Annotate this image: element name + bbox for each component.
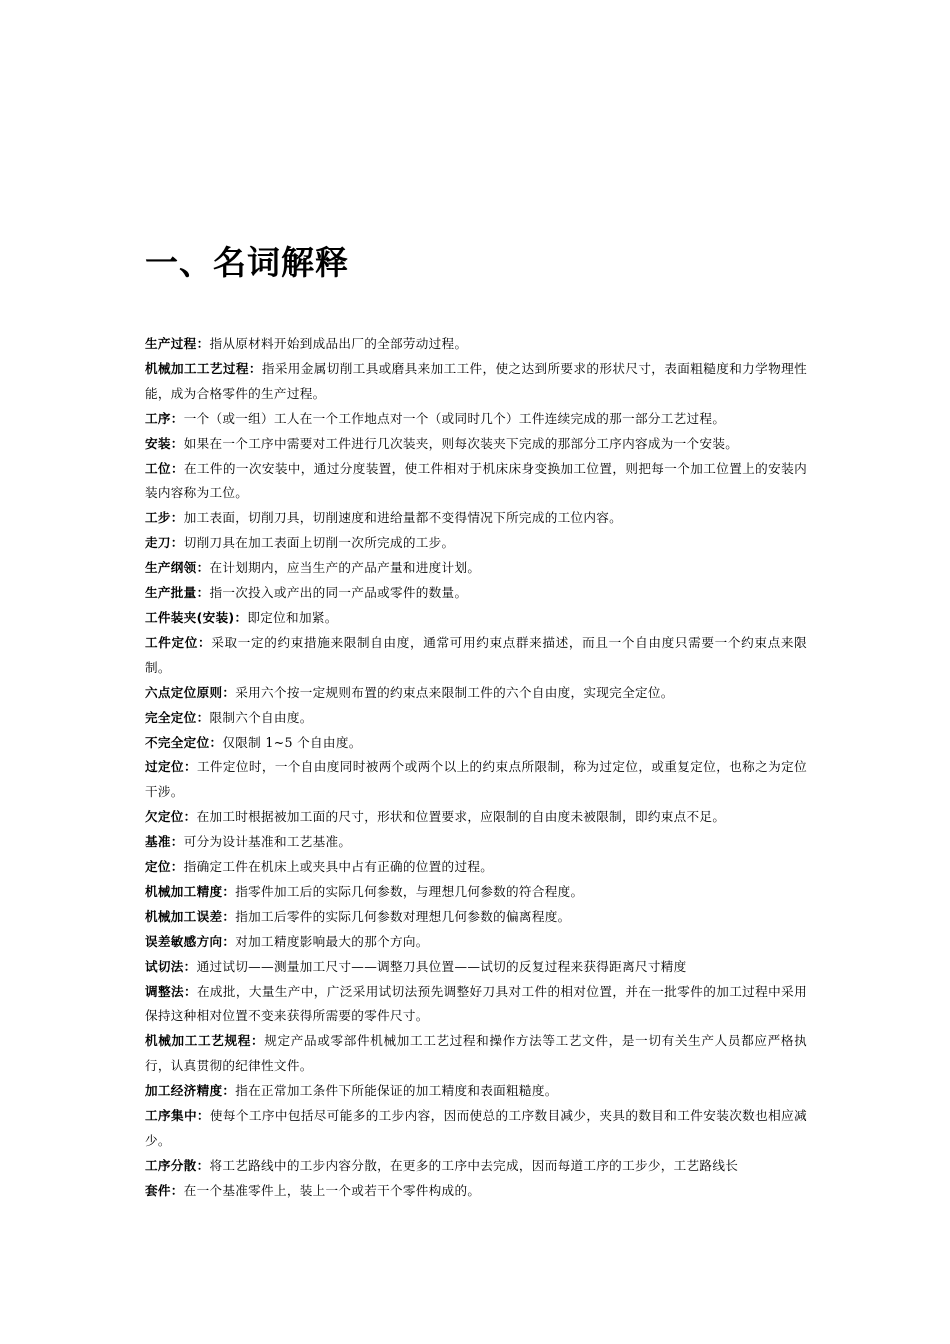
term-definition: 即定位和加紧。 (247, 609, 338, 625)
page-title: 一、名词解释 (145, 243, 349, 282)
term-entry (145, 755, 807, 805)
term-entry (145, 332, 807, 357)
term-entry (145, 1154, 807, 1179)
term-name: 生产过程： (145, 336, 210, 351)
term-name: 加工经济精度： (145, 1083, 236, 1099)
term-name: 机械加工工艺过程： (145, 360, 262, 376)
term-definition: 采用六个按一定规则布置的约束点来限制工件的六个自由度，实现完全定位。 (235, 684, 674, 700)
term-definition: 采取一定的约束措施来限制自由度，通常可用约束点群来描述，而且一个自由度只需要一个约束点来限制。 (145, 634, 808, 675)
term-entry (145, 581, 807, 606)
term-definition: 指在正常加工条件下所能保证的加工精度和表面粗糙度。 (235, 1083, 558, 1099)
term-name: 误差敏感方向： (145, 933, 236, 949)
term-definition: 加工表面，切削刀具，切削速度和进给量都不变得情况下所完成的工位内容。 (183, 510, 623, 526)
term-name: 工步： (145, 510, 184, 526)
term-name: 六点定位原则： (145, 684, 236, 700)
term-entry (145, 830, 807, 855)
term-entry (145, 1104, 807, 1154)
term-entry (145, 930, 807, 955)
term-definition: 切削刀具在加工表面上切削一次所完成的工步。 (183, 535, 455, 551)
term-definition: 可分为设计基准和工艺基准。 (183, 834, 352, 850)
term-definition: 指一次投入或产出的同一产品或零件的数量。 (209, 585, 468, 601)
term-definition: 一个（或一组）工人在一个工作地点对一个（或同时几个）工件连续完成的那一部分工艺过程。 (183, 410, 726, 426)
term-definition: 规定产品或零部件机械加工工艺过程和操作方法等工艺文件，是一切有关生产人员都应严格执行，认真贯彻的纪律性文件。 (145, 1033, 807, 1074)
term-name: 机械加工工艺规程： (145, 1033, 265, 1049)
term-definition: 指从原材料开始到成品出厂的全部劳动过程。 (209, 336, 468, 351)
term-name: 定位： (145, 859, 184, 875)
term-name: 套件： (145, 1182, 184, 1198)
term-name: 安装： (145, 435, 184, 451)
term-entry (145, 457, 807, 507)
term-name: 机械加工误差： (145, 908, 236, 924)
term-entry (145, 556, 807, 581)
term-entry (145, 681, 807, 706)
term-definition: 限制六个自由度。 (209, 709, 313, 725)
term-name: 工位： (145, 460, 184, 476)
term-definition: 将工艺路线中的工步内容分散，在更多的工序中去完成，因而每道工序的工步少，工艺路线长 (209, 1157, 739, 1173)
term-name: 机械加工精度： (145, 883, 236, 899)
term-entry (145, 855, 807, 880)
term-entry (145, 606, 807, 631)
term-definition: 在成批，大量生产中，广泛采用试切法预先调整好刀具对工件的相对位置，并在一批零件的加工过程中采用保持这种相对位置不变来获得所需要的零件尺寸。 (145, 983, 807, 1024)
term-definition: 在一个基准零件上，装上一个或若干个零件构成的。 (183, 1182, 481, 1198)
term-name: 生产纲领： (145, 560, 210, 576)
term-name: 欠定位： (145, 809, 197, 825)
term-name: 调整法： (145, 983, 197, 999)
term-entry (145, 506, 807, 531)
term-definition: 指加工后零件的实际几何参数对理想几何参数的偏离程度。 (235, 908, 571, 924)
term-name: 基准： (145, 834, 184, 850)
term-entry (145, 805, 807, 830)
term-definition: 如果在一个工序中需要对工件进行几次装夹，则每次装夹下完成的那部分工序内容成为一个安装。 (183, 435, 739, 451)
term-name: 走刀： (145, 535, 184, 551)
term-definition: 工件定位时，一个自由度同时被两个或两个以上的约束点所限制，称为过定位，或重复定位，也称之为定位干涉。 (145, 759, 807, 800)
term-entry (145, 905, 807, 930)
term-definition: 在计划期内，应当生产的产品产量和进度计划。 (209, 560, 481, 576)
term-definition: 指确定工件在机床上或夹具中占有正确的位置的过程。 (183, 859, 494, 875)
term-entry (145, 955, 807, 980)
term-name: 工件装夹(安装)： (145, 609, 248, 625)
term-name: 试切法： (145, 958, 197, 974)
term-entry (145, 1029, 807, 1079)
term-entry (145, 407, 807, 432)
term-name: 工件定位： (145, 634, 212, 650)
term-name: 完全定位： (145, 709, 210, 725)
term-name: 过定位： (145, 759, 197, 775)
term-entry (145, 980, 807, 1030)
term-entry (145, 1179, 807, 1204)
term-definition: 在工件的一次安装中，通过分度装置，使工件相对于机床床身变换加工位置，则把每一个加工位置上的安装内装内容称为工位。 (145, 460, 807, 501)
term-name: 工序集中： (145, 1108, 210, 1124)
term-entry (145, 706, 807, 731)
term-definition: 指零件加工后的实际几何参数，与理想几何参数的符合程度。 (235, 883, 584, 899)
term-name: 工序分散： (145, 1157, 210, 1173)
term-entry (145, 432, 807, 457)
term-definition: 指采用金属切削工具或磨具来加工工件，使之达到所要求的形状尺寸，表面粗糙度和力学物理性能，成为合格零件的生产过程。 (145, 360, 807, 401)
term-definition: 对加工精度影响最大的那个方向。 (235, 933, 429, 949)
term-definition: 仅限制 1~5 个自由度。 (222, 734, 362, 750)
term-definition: 通过试切——测量加工尺寸——调整刀具位置——试切的反复过程来获得距离尺寸精度 (196, 958, 687, 974)
term-name: 不完全定位： (145, 734, 223, 750)
term-definition: 使每个工序中包括尽可能多的工步内容，因而使总的工序数目减少，夹具的数目和工件安装次数也相应减少。 (145, 1108, 807, 1148)
term-name: 生产批量： (145, 585, 210, 601)
term-entry (145, 880, 807, 905)
term-entry (145, 1079, 807, 1104)
term-list (145, 332, 807, 1204)
term-name: 工序： (145, 410, 184, 426)
term-definition: 在加工时根据被加工面的尺寸，形状和位置要求，应限制的自由度未被限制，即约束点不足。 (196, 809, 726, 825)
term-entry (145, 631, 807, 681)
term-entry (145, 531, 807, 556)
term-entry (145, 357, 807, 407)
term-entry (145, 731, 807, 756)
